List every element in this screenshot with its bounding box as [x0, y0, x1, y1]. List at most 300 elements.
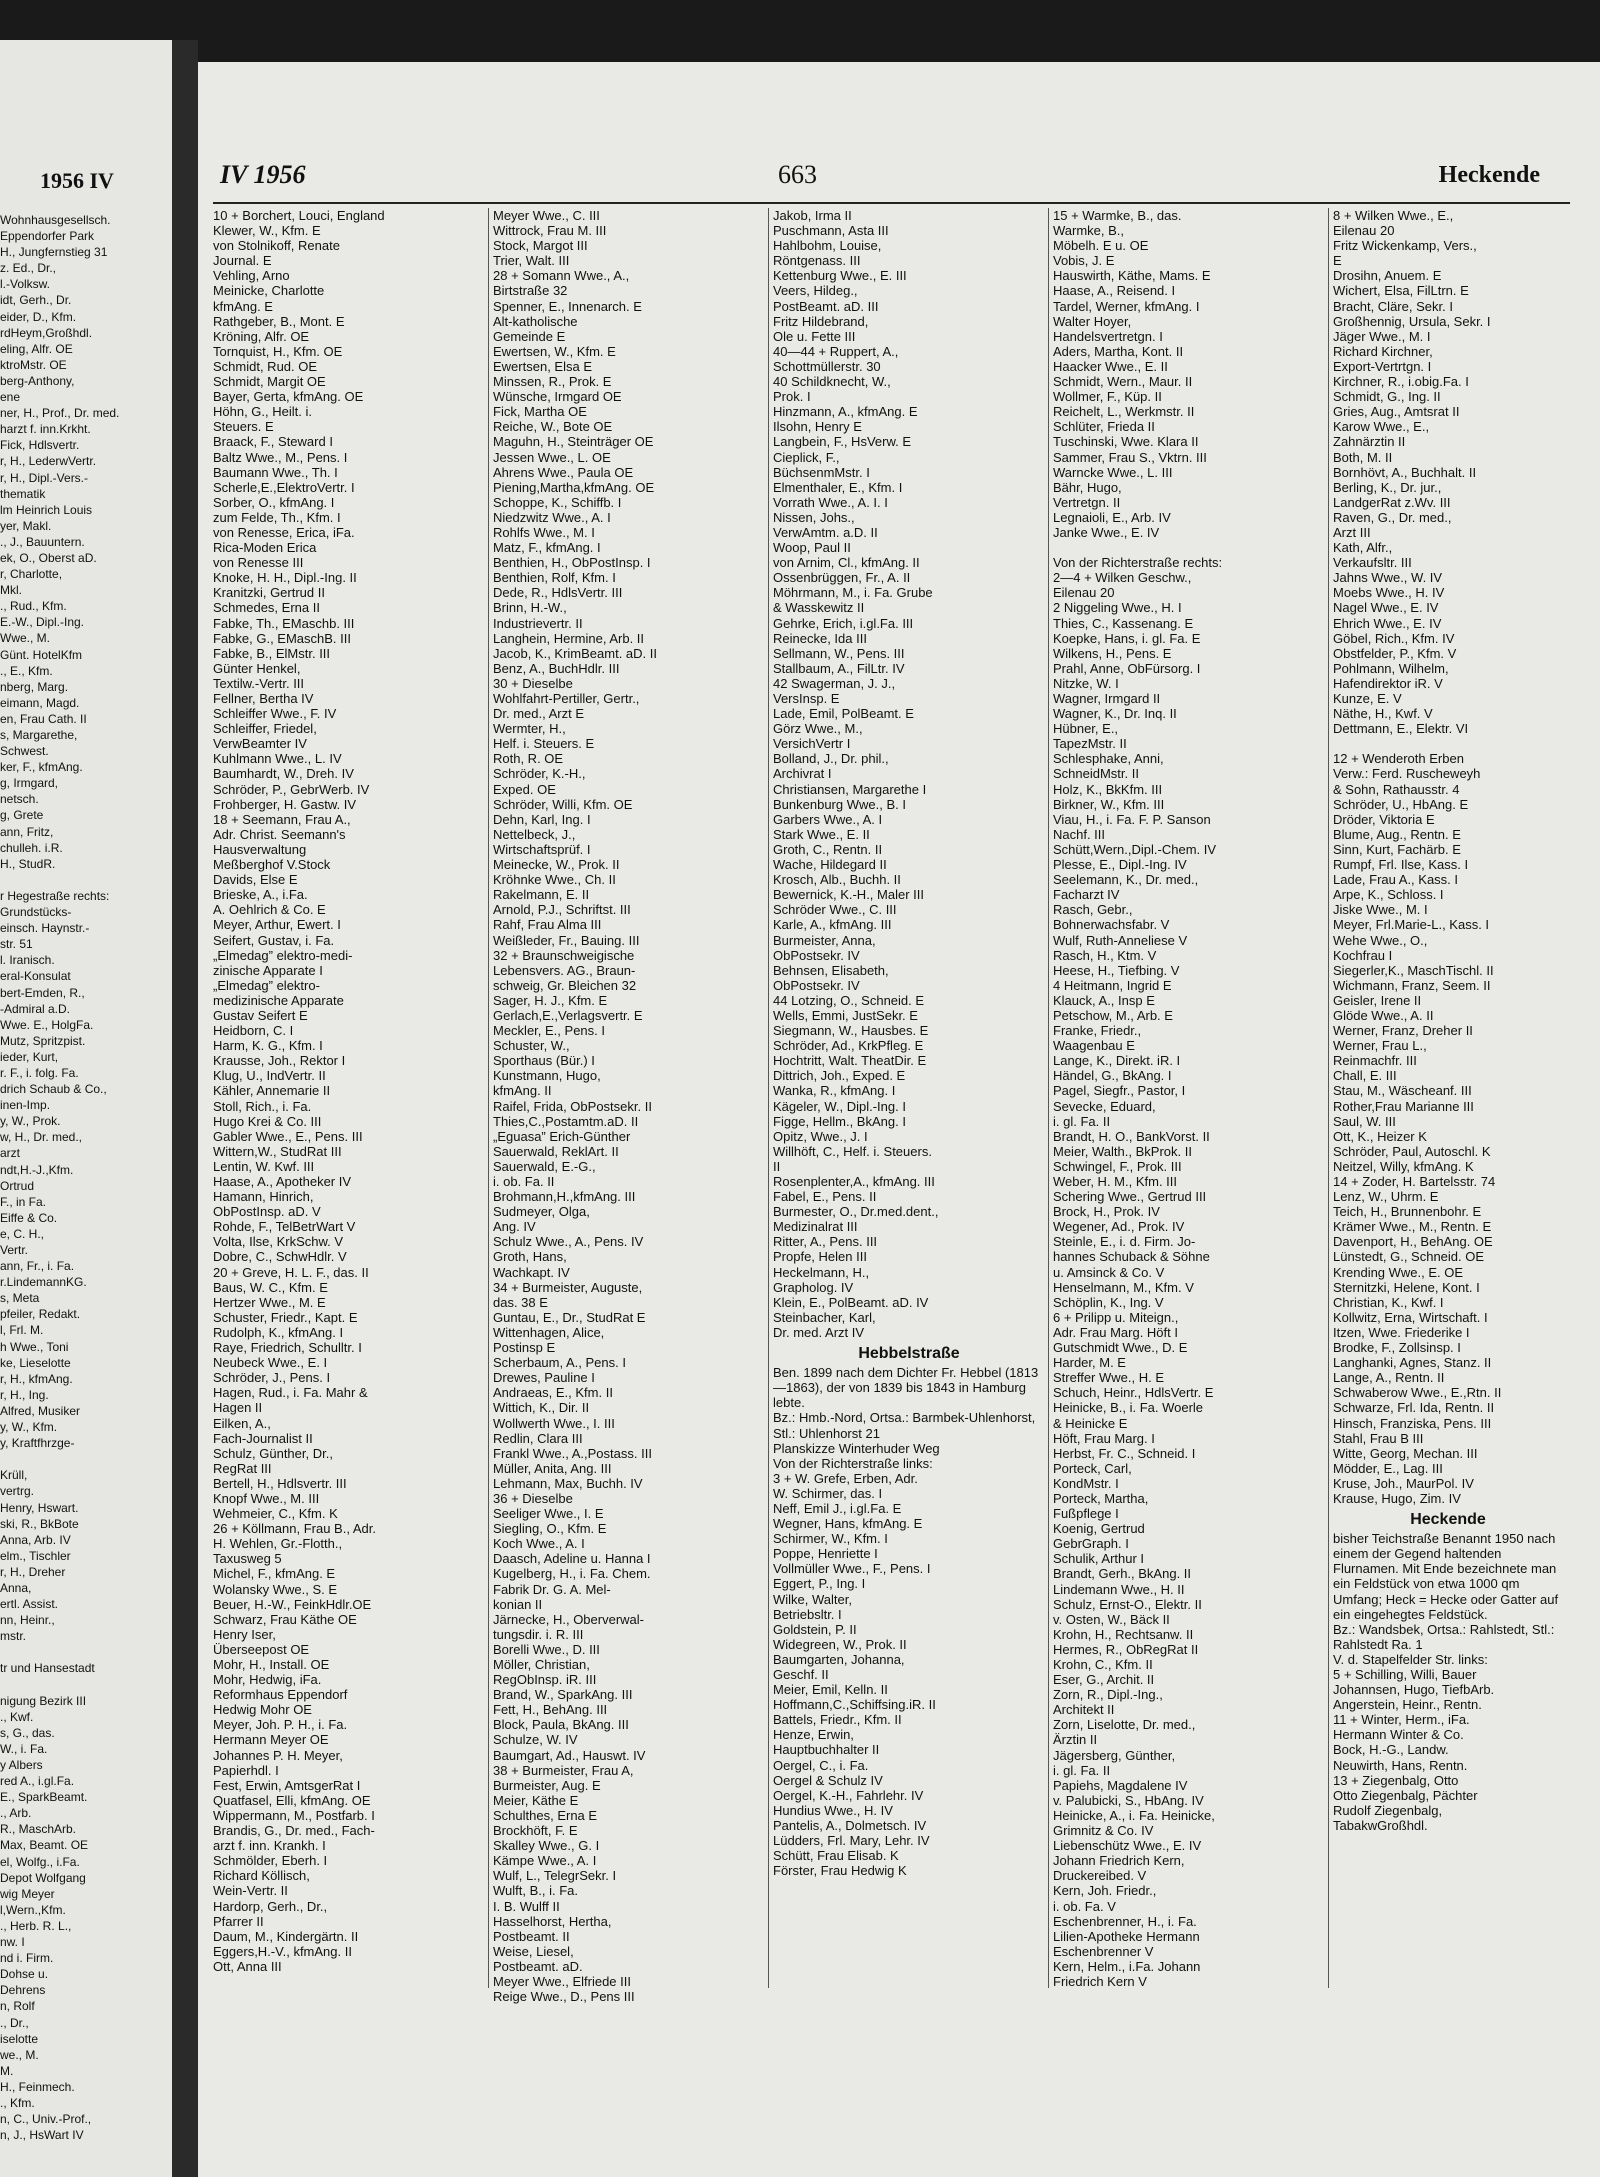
directory-entry: Davids, Else E [213, 872, 298, 888]
column-3 [773, 208, 1045, 1878]
directory-entry: Rohlfs Wwe., M. I [493, 524, 595, 540]
directory-entry: Heckelmann, H., [773, 1264, 870, 1280]
directory-entry: Krosch, Alb., Buchh. II [773, 872, 901, 888]
directory-entry: r, H., LederwVertr. [0, 454, 97, 469]
directory-entry: Weise, Liesel, [493, 1943, 574, 1959]
directory-entry: Fritz Wickenkamp, Vers., [1333, 238, 1477, 254]
directory-entry: Schulz, Ernst-O., Elektr. II [1053, 1596, 1202, 1612]
directory-entry: Hundius Wwe., H. IV [773, 1802, 893, 1818]
directory-entry: Janke Wwe., E. IV [1053, 524, 1160, 540]
directory-entry: Tardel, Werner, kfmAng. I [1053, 298, 1200, 314]
directory-entry: Jacob, K., KrimBeamt. aD. II [493, 645, 657, 661]
directory-entry: Henry, Hswart. [0, 1500, 79, 1515]
directory-entry: Braack, F., Steward I [213, 434, 333, 450]
directory-entry: Schröder, U., HbAng. E [1333, 796, 1469, 812]
directory-entry: 26 + Köllmann, Frau B., Adr. [213, 1521, 376, 1537]
directory-entry: Johannes P. H. Meyer, [213, 1747, 343, 1763]
directory-entry: Kröhnke Wwe., Ch. II [493, 872, 616, 888]
directory-entry: Piening,Martha,kfmAng. OE [493, 479, 655, 495]
page-number: 663 [778, 160, 817, 189]
directory-entry: Brand, W., SparkAng. III [493, 1687, 633, 1703]
directory-entry: Cieplick, F., [773, 449, 840, 465]
directory-entry: Exped. OE [493, 781, 556, 797]
directory-entry: Wichert, Elsa, FilLtrn. E [1333, 283, 1469, 299]
directory-entry: Rudolf Ziegenbalg, [1333, 1802, 1443, 1818]
directory-entry: Haacker Wwe., E. II [1053, 358, 1168, 374]
directory-entry: Henze, Erwin, [773, 1727, 854, 1743]
directory-entry: zum Felde, Th., Kfm. I [213, 509, 341, 525]
directory-entry: 12 + Wenderoth Erben [1333, 751, 1464, 767]
directory-entry: Neubeck Wwe., E. I [213, 1355, 328, 1371]
directory-entry: Weißleder, Fr., Bauing. III [493, 932, 640, 948]
directory-entry: Schmidt, Rud. OE [213, 358, 318, 374]
directory-entry: drich Schaub & Co., [0, 1082, 107, 1097]
directory-entry: Krending Wwe., E. OE [1333, 1264, 1464, 1280]
directory-entry: Rasch, Gebr., [1053, 902, 1133, 918]
directory-entry: VerwAmtm. a.D. II [773, 524, 878, 540]
directory-entry: Wwe. E., HolgFa. [0, 1017, 94, 1032]
directory-entry: Meinicke, Charlotte [213, 283, 325, 299]
directory-entry: Lade, Frau A., Kass. I [1333, 872, 1459, 888]
directory-entry: Steinbacher, Karl, [773, 1309, 876, 1325]
directory-entry: Spenner, E., Innenarch. E [493, 298, 642, 314]
directory-entry: ., J., Bauuntern. [0, 534, 85, 549]
directory-entry: Pantelis, A., Dolmetsch. IV [773, 1817, 927, 1833]
directory-entry: Glöde Wwe., A. II [1333, 1007, 1434, 1023]
directory-entry: Fabke, G., EMaschB. III [213, 630, 351, 646]
directory-entry: Heinicke, B., i. Fa. Woerle [1053, 1400, 1204, 1416]
directory-entry: thematik [0, 486, 46, 501]
directory-entry: Block, Paula, BkAng. III [493, 1717, 629, 1733]
directory-entry: el, Wolfg., i.Fa. [0, 1854, 80, 1869]
directory-entry: r. F., i. folg. Fa. [0, 1065, 79, 1080]
directory-entry: 14 + Zoder, H. Bartelsstr. 74 [1333, 1174, 1496, 1189]
directory-entry: Schmedes, Erna II [213, 600, 320, 616]
directory-entry: Schottmüllerstr. 30 [773, 358, 881, 374]
column-divider [768, 208, 769, 1988]
directory-entry: Rosenplenter,A., kfmAng. III [773, 1174, 935, 1189]
directory-entry: Prok. I [773, 389, 811, 405]
directory-entry: Eppendorfer Park [0, 229, 95, 244]
directory-entry: Brock, H., Prok. IV [1053, 1204, 1160, 1220]
directory-entry: Thies, C., Kassenang. E [1053, 615, 1194, 631]
directory-entry: ertl. Assist. [0, 1597, 59, 1612]
directory-entry: Schlüter, Frieda II [1053, 419, 1155, 435]
directory-entry: Wollwerth Wwe., I. III [493, 1415, 615, 1431]
directory-entry: Wirtschaftsprüf. I [493, 841, 591, 857]
directory-entry: Schwingel, F., Prok. III [1053, 1158, 1182, 1174]
directory-entry: Plesse, E., Dipl.-Ing. IV [1053, 857, 1187, 873]
directory-entry: Koch Wwe., A. I [493, 1536, 585, 1552]
directory-entry: Ärztin II [1053, 1732, 1098, 1748]
directory-entry: Tuschinski, Wwe. Klara II [1053, 434, 1199, 450]
directory-entry: Garbers Wwe., A. I [773, 811, 883, 827]
directory-entry: Nagel Wwe., E. IV [1333, 600, 1439, 616]
directory-entry: l, Frl. M. [0, 1323, 44, 1338]
directory-entry: Göbel, Rich., Kfm. IV [1333, 630, 1455, 646]
directory-entry: Adr. Frau Marg. Höft I [1053, 1324, 1178, 1340]
directory-entry: Waagenbau E [1053, 1038, 1135, 1054]
directory-entry: Nachf. III [1053, 826, 1106, 842]
directory-entry: Meckler, E., Pens. I [493, 1023, 605, 1039]
directory-entry: h Wwe., Toni [0, 1339, 69, 1354]
directory-entry: Bohnerwachsfabr. V [1053, 917, 1170, 933]
directory-entry: Schuster, W., [493, 1038, 570, 1054]
directory-entry: Hermes, R., ObRegRat II [1053, 1641, 1199, 1657]
directory-entry: n, Rolf [0, 1999, 35, 2014]
directory-entry: Davenport, H., BehAng. OE [1333, 1234, 1493, 1250]
directory-entry: Thies,C.,Postamtm.aD. II [493, 1113, 639, 1129]
directory-entry: Moebs Wwe., H. IV [1333, 585, 1445, 601]
directory-entry: Reiche, W., Bote OE [493, 419, 613, 435]
directory-entry: Jahns Wwe., W. IV [1333, 570, 1443, 586]
directory-entry [0, 1677, 172, 1693]
directory-entry: Poppe, Henriette I [773, 1546, 878, 1562]
directory-entry: Brinn, H.-W., [493, 600, 567, 616]
directory-entry: Teich, H., Brunnenbohr. E [1333, 1204, 1482, 1220]
directory-entry: r, Charlotte, [0, 567, 63, 582]
directory-entry: harzt f. inn.Krkht. [0, 422, 91, 437]
directory-entry: Heinicke, A., i. Fa. Heinicke, [1053, 1807, 1215, 1823]
directory-entry: Handelsvertretgn. I [1053, 328, 1163, 344]
directory-entry: Eschenbrenner, H., i. Fa. [1053, 1913, 1197, 1929]
directory-entry: Ilsohn, Henry E [773, 419, 862, 435]
directory-entry: Krohn, H., Rechtsanw. II [1053, 1626, 1194, 1642]
directory-entry: Ang. IV [493, 1219, 536, 1235]
directory-entry: GebrGraph. I [1053, 1536, 1129, 1552]
street-sketch-note: Planskizze Winterhuder Weg [773, 1440, 940, 1456]
column-divider [1328, 208, 1329, 1988]
directory-entry: Stallbaum, A., FilLtr. IV [773, 660, 905, 676]
directory-entry: 8 + Wilken Wwe., E., [1333, 208, 1454, 223]
directory-entry: Brohmann,H.,kfmAng. III [493, 1189, 636, 1205]
directory-entry: u. Amsinck & Co. V [1053, 1264, 1165, 1280]
directory-entry: Burmeister, Anna, [773, 932, 876, 948]
directory-entry: Hochtritt, Walt. TheatDir. E [773, 1053, 927, 1069]
directory-entry: bert-Emden, R., [0, 985, 85, 1000]
directory-entry: 10 + Borchert, Louci, England [213, 208, 385, 223]
directory-entry: Meyer, Arthur, Ewert. I [213, 917, 341, 933]
directory-entry: Harder, M. E [1053, 1355, 1126, 1371]
directory-entry: Hertzer Wwe., M. E [213, 1294, 326, 1310]
directory-entry: Hugo Krei & Co. III [213, 1113, 322, 1129]
directory-entry: netsch. [0, 792, 39, 807]
directory-entry: Christiansen, Margarethe I [773, 781, 927, 797]
directory-entry: Ehrich Wwe., E. IV [1333, 615, 1442, 631]
directory-entry: Kunze, E. V [1333, 691, 1402, 706]
directory-entry: Schmölder, Eberh. I [213, 1853, 328, 1869]
directory-entry: Oergel & Schulz IV [773, 1772, 883, 1788]
directory-entry: Haase, A., Apotheker IV [213, 1174, 352, 1189]
directory-entry: ieder, Kurt, [0, 1049, 59, 1064]
directory-entry: Porteck, Carl, [1053, 1460, 1132, 1476]
directory-entry: Hermann Meyer OE [213, 1732, 329, 1748]
directory-entry [0, 872, 172, 888]
directory-entry: Stau, M., Wäscheanf. III [1333, 1083, 1472, 1099]
directory-entry: Koepke, Hans, i. gl. Fa. E [1053, 630, 1201, 646]
directory-entry: BüchsenmMstr. I [773, 464, 870, 480]
directory-entry: Schlesphake, Anni, [1053, 751, 1164, 767]
directory-entry: Meyer Wwe., Elfriede III [493, 1973, 631, 1989]
directory-entry: Kämpe Wwe., A. I [493, 1853, 597, 1869]
directory-entry: VersInsp. E [773, 691, 840, 706]
column-divider [1048, 208, 1049, 1988]
directory-entry: s, G., das. [0, 1725, 55, 1740]
directory-entry: Wermter, H., [493, 721, 566, 737]
directory-entry: Gabler Wwe., E., Pens. III [213, 1128, 363, 1144]
directory-entry: Jiske Wwe., M. I [1333, 902, 1428, 918]
directory-entry: E [1333, 253, 1342, 269]
directory-entry: Elmenthaler, E., Kfm. I [773, 479, 903, 495]
column-2 [493, 208, 765, 2004]
directory-entry: 20 + Greve, H. L. F., das. II [213, 1264, 369, 1280]
directory-entry: Brockhöft, F. E [493, 1823, 578, 1839]
directory-entry: Alt-katholische [493, 313, 578, 329]
directory-entry: VerwBeamter IV [213, 736, 307, 752]
directory-entry: i. ob. Fa. II [493, 1174, 555, 1189]
directory-entry: Benthien, Rolf, Kfm. I [493, 570, 616, 586]
directory-entry: eimann, Magd. [0, 695, 80, 710]
directory-entry: Lilien-Apotheke Hermann [1053, 1928, 1200, 1944]
directory-entry: Wagner, K., Dr. Inq. II [1053, 706, 1177, 722]
directory-entry: Hermann Winter & Co. [1333, 1727, 1464, 1743]
directory-entry: Hafendirektor iR. V [1333, 675, 1443, 691]
directory-entry: Knopf Wwe., M. III [213, 1490, 320, 1506]
directory-entry: Hasselhorst, Hertha, [493, 1913, 612, 1929]
directory-entry: lm Heinrich Louis [0, 502, 93, 517]
directory-entry: ., Kwf. [0, 1709, 34, 1724]
directory-entry: medizinische Apparate [213, 992, 344, 1008]
directory-entry: Baumhardt, W., Dreh. IV [213, 766, 354, 782]
directory-entry: Weber, H. M., Kfm. III [1053, 1174, 1178, 1189]
left-page-entries [0, 212, 172, 2143]
directory-entry: Eilenau 20 [1333, 223, 1395, 239]
directory-entry: Brieske, A., i.Fa. [213, 887, 308, 903]
directory-entry: Schirmer, W., Kfm. I [773, 1531, 888, 1547]
directory-entry: Vobis, J. E [1053, 253, 1115, 269]
directory-entry: R., MaschArb. [0, 1822, 77, 1837]
directory-entry: ner, H., Prof., Dr. med. [0, 406, 120, 421]
directory-entry: von Stolnikoff, Renate [213, 238, 340, 254]
directory-entry: Kranitzki, Gertrud II [213, 585, 325, 601]
directory-entry: Wegner, Hans, kfmAng. E [773, 1516, 923, 1532]
directory-entry: Rumpf, Frl. Ilse, Kass. I [1333, 857, 1469, 873]
directory-entry: r, H., Ing. [0, 1387, 49, 1402]
directory-entry: Depot Wolfgang [0, 1870, 86, 1885]
directory-entry: Hagen II [213, 1400, 263, 1416]
directory-entry: Herbst, Fr. C., Schneid. I [1053, 1445, 1196, 1461]
directory-entry: Heidborn, C. I [213, 1023, 294, 1039]
directory-entry: Dr. med., Arzt E [493, 706, 585, 722]
directory-entry: Rahf, Frau Alma III [493, 917, 602, 933]
directory-entry: Brandt, Gerh., BkAng. II [1053, 1566, 1192, 1582]
directory-entry: iselotte [0, 2031, 39, 2046]
directory-entry: Wulf, L., TelegrSekr. I [493, 1868, 617, 1884]
directory-entry: Zahnärztin II [1333, 434, 1406, 450]
directory-entry: Fabke, B., ElMstr. III [213, 645, 331, 661]
directory-entry: & Sohn, Rathausstr. 4 [1333, 781, 1460, 797]
directory-entry: Jakob, Irma II [773, 208, 852, 223]
directory-entry: Postbeamt. II [493, 1928, 570, 1944]
directory-entry: ene [0, 390, 21, 405]
directory-entry: SchneidMstr. II [1053, 766, 1139, 782]
directory-entry: Kern, Joh. Friedr., [1053, 1883, 1157, 1899]
directory-entry: Schröder, Paul, Autoschl. K [1333, 1143, 1491, 1159]
directory-entry: 2—4 + Wilken Geschw., [1053, 570, 1192, 586]
directory-entry: Petschow, M., Arb. E [1053, 1007, 1173, 1023]
directory-entry: Wilkens, H., Pens. E [1053, 645, 1172, 661]
directory-entry: Ritter, A., Pens. III [773, 1234, 878, 1250]
directory-entry: Ott, Anna III [213, 1958, 282, 1974]
directory-entry: Goldstein, P. II [773, 1621, 857, 1637]
directory-entry: Richard Köllisch, [213, 1868, 310, 1884]
directory-entry: Walter Hoyer, [1053, 313, 1132, 329]
directory-entry: v. Osten, W., Bäck II [1053, 1611, 1170, 1627]
directory-entry: Ewertsen, W., Kfm. E [493, 343, 616, 359]
directory-entry: „Elmedag” elektro-medi- [213, 947, 353, 963]
directory-entry: Brandt, H. O., BankVorst. II [1053, 1128, 1210, 1144]
directory-entry: Schleiffer Wwe., F. IV [213, 706, 337, 722]
directory-entry: Wagner, Irmgard II [1053, 691, 1161, 706]
directory-entry: l. Iranisch. [0, 953, 55, 968]
directory-entry: W., i. Fa. [0, 1741, 48, 1756]
directory-entry: Dettmann, E., Elektr. VI [1333, 721, 1469, 737]
directory-entry: Ortrud [0, 1178, 35, 1193]
directory-entry: Klewer, W., Kfm. E [213, 223, 321, 239]
directory-entry: Karle, A., kfmAng. III [773, 917, 892, 933]
directory-entry: Kröning, Alfr. OE [213, 328, 310, 344]
column-4 [1053, 208, 1325, 1989]
directory-entry: Hinsch, Franziska, Pens. III [1333, 1415, 1492, 1431]
directory-entry: 15 + Warmke, B., das. [1053, 208, 1182, 223]
directory-entry: 40 Schildknecht, W., [773, 374, 891, 390]
directory-entry: s, Meta [0, 1291, 40, 1306]
directory-entry: Müller, Anita, Ang. III [493, 1460, 612, 1476]
directory-entry: Jäger Wwe., M. I [1333, 328, 1431, 344]
directory-entry: Raye, Friedrich, Schulltr. I [213, 1340, 362, 1356]
directory-entry: Niedzwitz Wwe., A. I [493, 509, 611, 525]
directory-entry: Oergel, C., i. Fa. [773, 1757, 869, 1773]
directory-entry: Reformhaus Eppendorf [213, 1687, 348, 1703]
directory-entry: Chall, E. III [1333, 1068, 1397, 1084]
directory-entry: Bertell, H., Hdlsvertr. III [213, 1475, 347, 1491]
directory-entry: Meyer Wwe., C. III [493, 208, 600, 223]
directory-entry: Johannsen, Hugo, TiefbArb. [1333, 1682, 1495, 1698]
directory-entry: Henselmann, M., Kfm. V [1053, 1279, 1194, 1295]
directory-entry: Vorrath Wwe., A. I. I [773, 494, 888, 510]
directory-entry: Schwest. [0, 744, 49, 759]
directory-entry: 42 Swagerman, J. J., [773, 675, 896, 691]
directory-entry: Henry Iser, [213, 1626, 276, 1642]
directory-entry: Drosihn, Anuem. E [1333, 268, 1442, 284]
directory-entry: Postbeamt. aD. [493, 1958, 583, 1974]
directory-entry: Schütt,Wern.,Dipl.-Chem. IV [1053, 841, 1217, 857]
directory-entry: ., Rud., Kfm. [0, 599, 67, 614]
directory-entry: TapezMstr. II [1053, 736, 1127, 752]
directory-entry: Export-Vertrtgn. I [1333, 358, 1432, 374]
directory-entry: Eser, G., Archit. II [1053, 1672, 1155, 1688]
directory-entry: Wein-Vertr. II [213, 1883, 288, 1899]
directory-entry: Wohnhausgesellsch. [0, 213, 111, 227]
directory-entry: Schöplin, K., Ing. V [1053, 1294, 1164, 1310]
directory-entry: Hoffmann,C.,Schiffsing.iR. II [773, 1697, 936, 1713]
directory-entry: 30 + Dieselbe [493, 675, 573, 691]
directory-entry: r, H., kfmAng. [0, 1371, 73, 1386]
directory-entry: Sauerwald, E.-G., [493, 1158, 596, 1174]
directory-entry: Christian, K., Kwf. I [1333, 1294, 1444, 1310]
directory-entry: Hübner, E., [1053, 721, 1119, 737]
directory-entry: ., Dr., [0, 2015, 29, 2030]
directory-entry: Industrievertr. II [493, 615, 583, 631]
directory-entry: Raifel, Frida, ObPostsekr. II [493, 1098, 652, 1114]
directory-entry: Wulft, B., i. Fa. [493, 1883, 579, 1899]
directory-entry: Grundstücks- [0, 905, 72, 920]
directory-entry: r, H., Dipl.-Vers.- [0, 470, 89, 485]
directory-entry: Neitzel, Willy, kfmAng. K [1333, 1158, 1474, 1174]
directory-entry: Friedrich Kern V [1053, 1973, 1147, 1989]
directory-entry: Kähler, Annemarie II [213, 1083, 331, 1099]
directory-entry: eider, D., Kfm. [0, 309, 77, 324]
directory-entry: Sternitzki, Helene, Kont. I [1333, 1279, 1480, 1295]
directory-entry: H. Wehlen, Gr.-Flotth., [213, 1536, 343, 1552]
directory-entry: Eschenbrenner V [1053, 1943, 1154, 1959]
directory-entry: Siegling, O., Kfm. E [493, 1521, 607, 1537]
directory-entry: schweig, Gr. Bleichen 32 [493, 977, 637, 993]
directory-entry: Willhöft, C., Helf. i. Steuers. [773, 1143, 932, 1159]
directory-entry: Eiffe & Co. [0, 1210, 58, 1225]
directory-entry: Propfe, Helen III [773, 1249, 867, 1265]
street-description: bisher Teichstraße Benannt 1950 nach einem der Gegend haltenden Flurnamen. Mit Ende bezeichnete man ein Feldstück von etwa 1000 qm Umfang; Heck = Hecke oder Gatter auf ein eingehegtes Feldstück. [1333, 1531, 1559, 1622]
directory-entry: ., E., Kfm. [0, 663, 53, 678]
directory-entry: Woop, Paul II [773, 540, 851, 556]
directory-entry: Schmidt, G., Ing. II [1333, 389, 1441, 405]
directory-entry: Hagen, Rud., i. Fa. Mahr & [213, 1385, 368, 1401]
directory-entry: Wegener, Ad., Prok. IV [1053, 1219, 1185, 1235]
directory-entry: Rasch, H., Ktm. V [1053, 947, 1157, 963]
directory-entry: Schulthes, Erna E [493, 1807, 598, 1823]
directory-entry: Stock, Margot III [493, 238, 588, 254]
directory-entry: Bähr, Hugo, [1053, 479, 1122, 495]
directory-entry: Wulf, Ruth-Anneliese V [1053, 932, 1188, 948]
directory-entry: hannes Schuback & Söhne [1053, 1249, 1210, 1265]
directory-entry: Brandis, G., Dr. med., Fach- [213, 1823, 375, 1839]
directory-entry: Baumann Wwe., Th. I [213, 464, 338, 480]
directory-entry: 3 + W. Grefe, Erben, Adr. [773, 1470, 918, 1486]
directory-entry: Sauerwald, ReklArt. II [493, 1143, 619, 1159]
directory-entry: y, W., Kfm. [0, 1420, 58, 1435]
directory-entry: Seifert, Gustav, i. Fa. [213, 932, 335, 948]
directory-entry: ObPostsekr. IV [773, 977, 860, 993]
directory-entry: Groth, C., Rentn. II [773, 841, 883, 857]
directory-entry: Järnecke, H., Oberverwal- [493, 1611, 644, 1627]
directory-entry: Warmke, B., [1053, 223, 1125, 239]
directory-entry: tr und Hansestadt [0, 1661, 95, 1676]
book-gutter [172, 40, 198, 2177]
directory-entry: Nettelbeck, J., [493, 826, 576, 842]
directory-entry: Fest, Erwin, AmtsgerRat I [213, 1777, 361, 1793]
directory-entry: Meier, Emil, Kelln. II [773, 1682, 888, 1698]
directory-entry: Veers, Hildeg., [773, 283, 858, 299]
directory-entry: E.-W., Dipl.-Ing. [0, 615, 85, 630]
directory-entry: Otto Ziegenbalg, Pächter [1333, 1787, 1478, 1803]
directory-entry: Günter Henkel, [213, 660, 301, 676]
directory-entry: Kirchner, R., i.obig.Fa. I [1333, 374, 1469, 390]
directory-entry: Anna, Arb. IV [0, 1532, 71, 1547]
directory-entry: Fick, Hdlsvertr. [0, 438, 80, 453]
directory-entry: Schwaberow Wwe., E.,Rtn. II [1333, 1385, 1502, 1401]
directory-entry: Kochfrau I [1333, 947, 1393, 963]
directory-entry: Daasch, Adeline u. Hanna I [493, 1551, 651, 1567]
